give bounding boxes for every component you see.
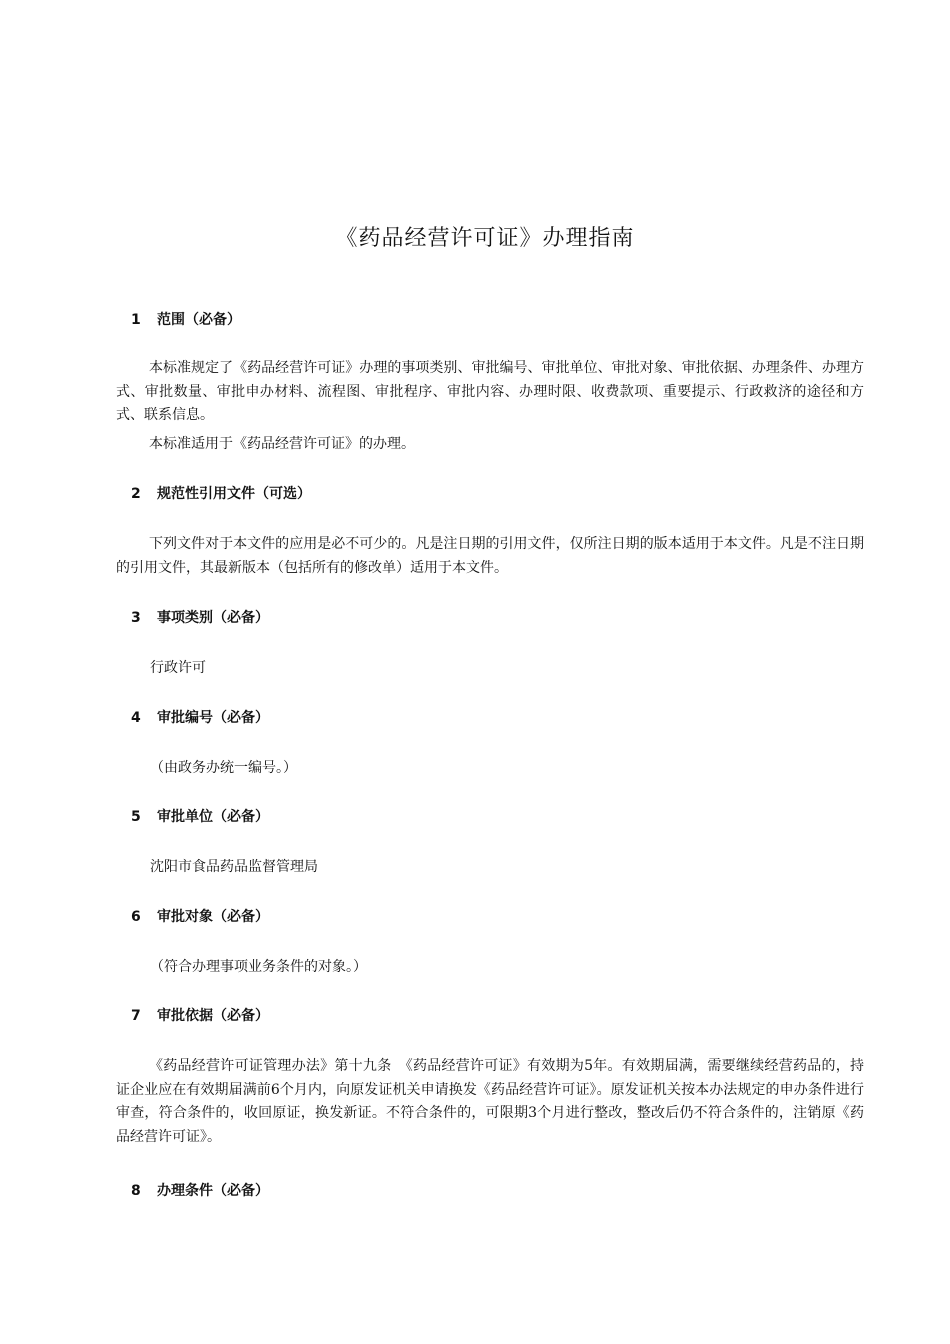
body-line: 行政许可: [150, 660, 206, 676]
body-line: （由政务办统一编号。）: [150, 760, 297, 776]
section-heading: [131, 1180, 269, 1202]
section-number: 1: [131, 312, 141, 328]
section-number: 8: [131, 1183, 141, 1199]
section-number: 4: [131, 710, 141, 726]
section-number: 3: [131, 610, 141, 626]
section-title: 审批单位（必备）: [157, 809, 269, 825]
section-title: 审批对象（必备）: [157, 909, 269, 925]
section-heading: [131, 806, 269, 828]
body-paragraph: 《药品经营许可证管理办法》第十九条 《药品经营许可证》有效期为5年。有效期届满，需要继续经营药品的，持证企业应在有效期届满前6个月内，向原发证机关申请换发《药品经营许可证》。原发证机关按本办法规定的申办条件进行审查，符合条件的，收回原证，换发新证。不符合条件的，可限期3个月进行整改，整改后仍不符合条件的，注销原《药品经营许可证》。: [116, 1058, 864, 1145]
body-line: （符合办理事项业务条件的对象。）: [150, 959, 367, 975]
section-number: 5: [131, 809, 141, 825]
body-paragraph: 本标准适用于《药品经营许可证》的办理。: [149, 436, 415, 452]
body-line: 沈阳市食品药品监督管理局: [150, 859, 318, 875]
section-title: 事项类别（必备）: [157, 610, 269, 626]
section-title: 规范性引用文件（可选）: [157, 486, 311, 502]
section-heading: [131, 906, 269, 928]
section-title: 审批编号（必备）: [157, 710, 269, 726]
section-title: 审批依据（必备）: [157, 1008, 269, 1024]
section-heading: [131, 483, 311, 505]
section-title: 办理条件（必备）: [157, 1183, 269, 1199]
section-number: 2: [131, 486, 141, 502]
section-heading: [131, 707, 269, 729]
section-number: 6: [131, 909, 141, 925]
document-title: 《药品经营许可证》办理指南: [335, 226, 635, 251]
section-title: 范围（必备）: [157, 312, 241, 328]
body-paragraph: 本标准规定了《药品经营许可证》办理的事项类别、审批编号、审批单位、审批对象、审批依据、办理条件、办理方式、审批数量、审批申办材料、流程图、审批程序、审批内容、办理时限、收费款项、重要提示、行政救济的途径和方式、联系信息。: [116, 360, 864, 423]
body-paragraph: 下列文件对于本文件的应用是必不可少的。凡是注日期的引用文件，仅所注日期的版本适用于本文件。凡是不注日期的引用文件，其最新版本（包括所有的修改单）适用于本文件。: [116, 536, 864, 576]
section-number: 7: [131, 1008, 141, 1024]
section-heading: [131, 309, 241, 331]
section-heading: [131, 607, 269, 629]
section-heading: [131, 1005, 269, 1027]
